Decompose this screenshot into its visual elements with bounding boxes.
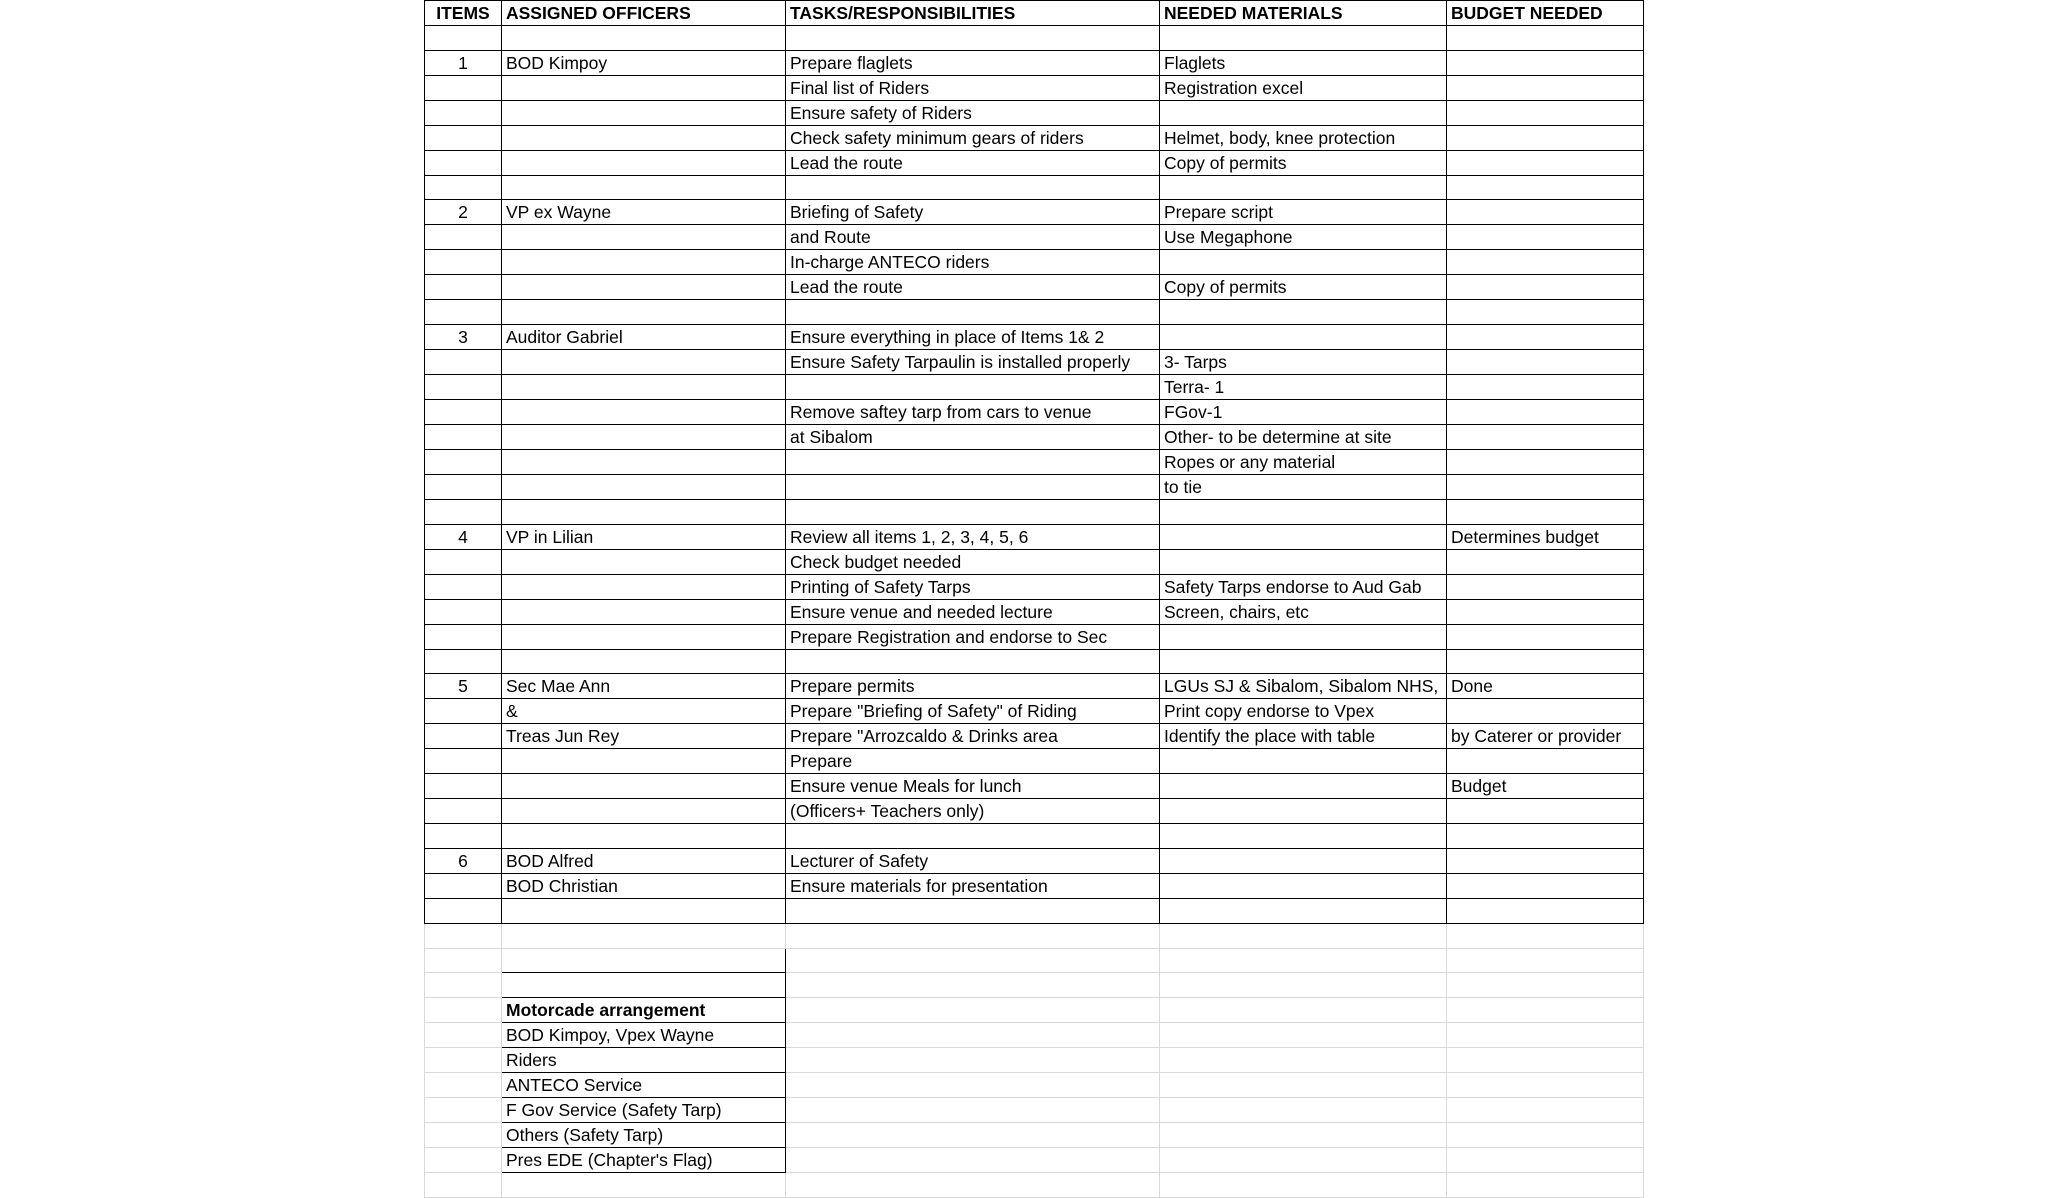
items-cell[interactable] bbox=[425, 175, 502, 200]
needed-materials-cell[interactable] bbox=[1160, 300, 1447, 325]
assigned-officers-cell[interactable]: BOD Kimpoy bbox=[502, 50, 786, 75]
empty-cell[interactable] bbox=[1160, 997, 1447, 1022]
needed-materials-cell[interactable] bbox=[1160, 549, 1447, 574]
empty-cell[interactable] bbox=[1447, 1122, 1644, 1147]
grid-row bbox=[425, 1147, 1644, 1172]
table-row bbox=[425, 649, 1644, 674]
budget-needed-cell[interactable]: Determines budget bbox=[1447, 524, 1644, 549]
empty-cell[interactable] bbox=[1447, 997, 1644, 1022]
tasks-cell[interactable]: Final list of Riders bbox=[786, 75, 1160, 100]
needed-materials-cell[interactable]: Registration excel bbox=[1160, 75, 1447, 100]
table-row bbox=[425, 150, 1644, 175]
motorcade-item[interactable]: Riders bbox=[502, 1047, 786, 1072]
items-cell[interactable] bbox=[425, 225, 502, 250]
budget-needed-cell[interactable] bbox=[1447, 250, 1644, 275]
grid-row bbox=[425, 997, 1644, 1022]
assigned-officers-cell[interactable] bbox=[502, 275, 786, 300]
table-row bbox=[425, 500, 1644, 525]
items-cell[interactable]: 6 bbox=[425, 849, 502, 874]
tasks-cell[interactable]: Ensure materials for presentation bbox=[786, 874, 1160, 899]
tasks-cell[interactable] bbox=[786, 649, 1160, 674]
empty-cell[interactable] bbox=[786, 1122, 1160, 1147]
assigned-officers-cell[interactable] bbox=[502, 624, 786, 649]
empty-cell[interactable] bbox=[786, 973, 1160, 998]
budget-needed-cell[interactable] bbox=[1447, 649, 1644, 674]
empty-cell[interactable] bbox=[1160, 973, 1447, 998]
empty-cell[interactable] bbox=[1160, 1097, 1447, 1122]
tasks-cell[interactable]: Prepare "Briefing of Safety" of Riding bbox=[786, 699, 1160, 724]
assigned-officers-cell[interactable] bbox=[502, 799, 786, 824]
motorcade-item[interactable]: Others (Safety Tarp) bbox=[502, 1122, 786, 1147]
needed-materials-cell[interactable]: FGov-1 bbox=[1160, 400, 1447, 425]
items-cell[interactable] bbox=[425, 475, 502, 500]
empty-cell[interactable] bbox=[425, 1172, 502, 1197]
motorcade-item[interactable]: ANTECO Service bbox=[502, 1072, 786, 1097]
budget-needed-cell[interactable] bbox=[1447, 799, 1644, 824]
assigned-officers-cell[interactable] bbox=[502, 400, 786, 425]
tasks-cell[interactable]: Ensure safety of Riders bbox=[786, 100, 1160, 125]
empty-cell[interactable] bbox=[1160, 1022, 1447, 1047]
empty-cell[interactable] bbox=[786, 1172, 1160, 1197]
table-row bbox=[425, 749, 1644, 774]
items-cell[interactable] bbox=[425, 26, 502, 51]
assigned-officers-cell[interactable] bbox=[502, 450, 786, 475]
needed-materials-cell[interactable] bbox=[1160, 250, 1447, 275]
tasks-cell[interactable] bbox=[786, 824, 1160, 849]
table-row bbox=[425, 350, 1644, 375]
empty-cell[interactable] bbox=[1160, 1072, 1447, 1097]
empty-cell[interactable] bbox=[786, 923, 1160, 948]
table-row bbox=[425, 849, 1644, 874]
budget-needed-cell[interactable] bbox=[1447, 275, 1644, 300]
tasks-cell[interactable]: Lecturer of Safety bbox=[786, 849, 1160, 874]
table-row bbox=[425, 100, 1644, 125]
empty-cell[interactable] bbox=[425, 1147, 502, 1172]
empty-cell[interactable] bbox=[1447, 1147, 1644, 1172]
assigned-officers-cell[interactable]: VP in Lilian bbox=[502, 524, 786, 549]
assigned-officers-cell[interactable] bbox=[502, 475, 786, 500]
items-cell[interactable] bbox=[425, 749, 502, 774]
needed-materials-cell[interactable]: Helmet, body, knee protection bbox=[1160, 125, 1447, 150]
tasks-cell[interactable]: Prepare permits bbox=[786, 674, 1160, 699]
empty-cell[interactable] bbox=[425, 948, 502, 973]
table-row bbox=[425, 225, 1644, 250]
needed-materials-cell[interactable] bbox=[1160, 26, 1447, 51]
budget-needed-cell[interactable] bbox=[1447, 599, 1644, 624]
budget-needed-cell[interactable] bbox=[1447, 225, 1644, 250]
assigned-officers-cell[interactable]: Sec Mae Ann bbox=[502, 674, 786, 699]
items-cell[interactable] bbox=[425, 100, 502, 125]
needed-materials-cell[interactable] bbox=[1160, 500, 1447, 525]
empty-cell[interactable] bbox=[502, 923, 786, 948]
empty-cell[interactable] bbox=[1447, 948, 1644, 973]
items-cell[interactable] bbox=[425, 874, 502, 899]
tasks-cell[interactable] bbox=[786, 300, 1160, 325]
table-row bbox=[425, 674, 1644, 699]
empty-cell[interactable] bbox=[1447, 973, 1644, 998]
grid-row bbox=[425, 923, 1644, 948]
budget-needed-cell[interactable]: by Caterer or provider bbox=[1447, 724, 1644, 749]
items-cell[interactable] bbox=[425, 425, 502, 450]
table-row bbox=[425, 400, 1644, 425]
column-header[interactable]: ASSIGNED OFFICERS bbox=[502, 1, 786, 26]
empty-cell[interactable] bbox=[1160, 1047, 1447, 1072]
tasks-cell[interactable] bbox=[786, 26, 1160, 51]
assigned-officers-cell[interactable] bbox=[502, 300, 786, 325]
empty-cell[interactable] bbox=[425, 923, 502, 948]
tasks-cell[interactable] bbox=[786, 375, 1160, 400]
budget-needed-cell[interactable] bbox=[1447, 75, 1644, 100]
budget-needed-cell[interactable] bbox=[1447, 375, 1644, 400]
column-header[interactable]: TASKS/RESPONSIBILITIES bbox=[786, 1, 1160, 26]
assigned-officers-cell[interactable]: & bbox=[502, 699, 786, 724]
tasks-cell[interactable]: Ensure venue and needed lecture bbox=[786, 599, 1160, 624]
items-cell[interactable] bbox=[425, 250, 502, 275]
needed-materials-cell[interactable]: Other- to be determine at site bbox=[1160, 425, 1447, 450]
table-row bbox=[425, 26, 1644, 51]
tasks-cell[interactable]: In-charge ANTECO riders bbox=[786, 250, 1160, 275]
assigned-officers-cell[interactable] bbox=[502, 350, 786, 375]
table-row bbox=[425, 275, 1644, 300]
table-row bbox=[425, 375, 1644, 400]
needed-materials-cell[interactable]: Copy of permits bbox=[1160, 275, 1447, 300]
empty-cell[interactable] bbox=[1160, 948, 1447, 973]
assigned-officers-cell[interactable] bbox=[502, 599, 786, 624]
needed-materials-cell[interactable] bbox=[1160, 799, 1447, 824]
table-row bbox=[425, 824, 1644, 849]
assigned-officers-cell[interactable] bbox=[502, 150, 786, 175]
grid-row bbox=[425, 973, 1644, 998]
items-cell[interactable]: 5 bbox=[425, 674, 502, 699]
tasks-cell[interactable]: Prepare flaglets bbox=[786, 50, 1160, 75]
items-cell[interactable] bbox=[425, 899, 502, 924]
budget-needed-cell[interactable] bbox=[1447, 549, 1644, 574]
empty-cell[interactable] bbox=[425, 997, 502, 1022]
items-cell[interactable] bbox=[425, 75, 502, 100]
needed-materials-cell[interactable] bbox=[1160, 749, 1447, 774]
tasks-cell[interactable] bbox=[786, 899, 1160, 924]
assigned-officers-cell[interactable] bbox=[502, 500, 786, 525]
grid-row bbox=[425, 948, 1644, 973]
items-cell[interactable] bbox=[425, 275, 502, 300]
motorcade-title[interactable]: Motorcade arrangement bbox=[502, 997, 786, 1022]
items-cell[interactable] bbox=[425, 549, 502, 574]
tasks-cell[interactable]: (Officers+ Teachers only) bbox=[786, 799, 1160, 824]
tasks-cell[interactable] bbox=[786, 175, 1160, 200]
budget-needed-cell[interactable] bbox=[1447, 699, 1644, 724]
empty-cell[interactable] bbox=[786, 1022, 1160, 1047]
empty-cell[interactable] bbox=[425, 1072, 502, 1097]
budget-needed-cell[interactable] bbox=[1447, 624, 1644, 649]
budget-needed-cell[interactable] bbox=[1447, 300, 1644, 325]
assigned-officers-cell[interactable] bbox=[502, 824, 786, 849]
empty-cell[interactable] bbox=[425, 1122, 502, 1147]
table-row bbox=[425, 175, 1644, 200]
motorcade-item[interactable]: Pres EDE (Chapter's Flag) bbox=[502, 1147, 786, 1172]
budget-needed-cell[interactable] bbox=[1447, 450, 1644, 475]
needed-materials-cell[interactable]: Terra- 1 bbox=[1160, 375, 1447, 400]
table-row bbox=[425, 549, 1644, 574]
needed-materials-cell[interactable]: Identify the place with table bbox=[1160, 724, 1447, 749]
budget-needed-cell[interactable] bbox=[1447, 500, 1644, 525]
empty-cell[interactable] bbox=[1160, 923, 1447, 948]
table-row bbox=[425, 899, 1644, 924]
table-row bbox=[425, 524, 1644, 549]
items-cell[interactable] bbox=[425, 375, 502, 400]
budget-needed-cell[interactable] bbox=[1447, 325, 1644, 350]
items-cell[interactable] bbox=[425, 824, 502, 849]
budget-needed-cell[interactable] bbox=[1447, 849, 1644, 874]
budget-needed-cell[interactable] bbox=[1447, 26, 1644, 51]
empty-cell[interactable] bbox=[786, 1072, 1160, 1097]
items-cell[interactable] bbox=[425, 699, 502, 724]
tasks-cell[interactable]: Review all items 1, 2, 3, 4, 5, 6 bbox=[786, 524, 1160, 549]
column-header[interactable]: ITEMS bbox=[425, 1, 502, 26]
assigned-officers-cell[interactable] bbox=[502, 26, 786, 51]
needed-materials-cell[interactable]: Use Megaphone bbox=[1160, 225, 1447, 250]
table-row bbox=[425, 774, 1644, 799]
tasks-cell[interactable]: Prepare "Arrozcaldo & Drinks area bbox=[786, 724, 1160, 749]
items-cell[interactable] bbox=[425, 724, 502, 749]
grid-row bbox=[425, 1122, 1644, 1147]
needed-materials-cell[interactable] bbox=[1160, 874, 1447, 899]
assigned-officers-cell[interactable] bbox=[502, 899, 786, 924]
tasks-cell[interactable]: Lead the route bbox=[786, 150, 1160, 175]
needed-materials-cell[interactable]: Ropes or any material bbox=[1160, 450, 1447, 475]
table-row bbox=[425, 799, 1644, 824]
grid-row bbox=[425, 1022, 1644, 1047]
assigned-officers-cell[interactable]: BOD Christian bbox=[502, 874, 786, 899]
budget-needed-cell[interactable] bbox=[1447, 400, 1644, 425]
assigned-officers-cell[interactable] bbox=[502, 549, 786, 574]
needed-materials-cell[interactable]: to tie bbox=[1160, 475, 1447, 500]
budget-needed-cell[interactable] bbox=[1447, 100, 1644, 125]
tasks-cell[interactable]: Ensure venue Meals for lunch bbox=[786, 774, 1160, 799]
needed-materials-cell[interactable]: Safety Tarps endorse to Aud Gab bbox=[1160, 574, 1447, 599]
items-cell[interactable]: 2 bbox=[425, 200, 502, 225]
assigned-officers-cell[interactable] bbox=[502, 100, 786, 125]
empty-cell[interactable] bbox=[425, 1097, 502, 1122]
budget-needed-cell[interactable] bbox=[1447, 175, 1644, 200]
needed-materials-cell[interactable]: Print copy endorse to Vpex bbox=[1160, 699, 1447, 724]
assigned-officers-cell[interactable]: Treas Jun Rey bbox=[502, 724, 786, 749]
table-row bbox=[425, 125, 1644, 150]
empty-cell[interactable] bbox=[786, 1097, 1160, 1122]
empty-cell[interactable] bbox=[425, 973, 502, 998]
motorcade-item[interactable]: F Gov Service (Safety Tarp) bbox=[502, 1097, 786, 1122]
header-row bbox=[425, 1, 1644, 26]
items-cell[interactable] bbox=[425, 649, 502, 674]
assigned-officers-cell[interactable] bbox=[502, 125, 786, 150]
items-cell[interactable] bbox=[425, 125, 502, 150]
empty-cell[interactable] bbox=[786, 1047, 1160, 1072]
grid-row bbox=[425, 1047, 1644, 1072]
needed-materials-cell[interactable] bbox=[1160, 325, 1447, 350]
tasks-cell[interactable] bbox=[786, 475, 1160, 500]
table-row bbox=[425, 425, 1644, 450]
items-cell[interactable] bbox=[425, 400, 502, 425]
items-cell[interactable] bbox=[425, 624, 502, 649]
table-row bbox=[425, 325, 1644, 350]
assigned-officers-cell[interactable] bbox=[502, 250, 786, 275]
tasks-cell[interactable]: Printing of Safety Tarps bbox=[786, 574, 1160, 599]
tasks-cell[interactable]: Lead the route bbox=[786, 275, 1160, 300]
empty-cell[interactable] bbox=[1447, 923, 1644, 948]
tasks-cell[interactable]: Ensure Safety Tarpaulin is installed properly bbox=[786, 350, 1160, 375]
tasks-cell[interactable]: Remove saftey tarp from cars to venue bbox=[786, 400, 1160, 425]
tasks-cell[interactable]: Prepare Registration and endorse to Sec bbox=[786, 624, 1160, 649]
empty-cell[interactable] bbox=[1447, 1022, 1644, 1047]
items-cell[interactable] bbox=[425, 300, 502, 325]
column-header[interactable]: BUDGET NEEDED bbox=[1447, 1, 1644, 26]
budget-needed-cell[interactable]: Budget bbox=[1447, 774, 1644, 799]
assigned-officers-cell[interactable] bbox=[502, 574, 786, 599]
grid-row bbox=[425, 1172, 1644, 1197]
empty-cell[interactable] bbox=[1447, 1072, 1644, 1097]
needed-materials-cell[interactable] bbox=[1160, 849, 1447, 874]
motorcade-item[interactable] bbox=[502, 948, 786, 973]
table-row bbox=[425, 75, 1644, 100]
grid-row bbox=[425, 1072, 1644, 1097]
assigned-officers-cell[interactable] bbox=[502, 375, 786, 400]
spreadsheet-table bbox=[424, 0, 1644, 1198]
budget-needed-cell[interactable] bbox=[1447, 874, 1644, 899]
grid-row bbox=[425, 1097, 1644, 1122]
items-cell[interactable] bbox=[425, 599, 502, 624]
needed-materials-cell[interactable] bbox=[1160, 774, 1447, 799]
items-cell[interactable] bbox=[425, 450, 502, 475]
column-header[interactable]: NEEDED MATERIALS bbox=[1160, 1, 1447, 26]
needed-materials-cell[interactable] bbox=[1160, 824, 1447, 849]
table-row bbox=[425, 599, 1644, 624]
tasks-cell[interactable]: Ensure everything in place of Items 1& 2 bbox=[786, 325, 1160, 350]
budget-needed-cell[interactable] bbox=[1447, 425, 1644, 450]
empty-cell[interactable] bbox=[786, 997, 1160, 1022]
items-cell[interactable]: 3 bbox=[425, 325, 502, 350]
table-row bbox=[425, 450, 1644, 475]
items-cell[interactable]: 1 bbox=[425, 50, 502, 75]
empty-cell[interactable] bbox=[1447, 1097, 1644, 1122]
budget-needed-cell[interactable] bbox=[1447, 899, 1644, 924]
motorcade-item[interactable] bbox=[502, 973, 786, 998]
table-row bbox=[425, 50, 1644, 75]
needed-materials-cell[interactable]: Prepare script bbox=[1160, 200, 1447, 225]
table-row bbox=[425, 874, 1644, 899]
needed-materials-cell[interactable] bbox=[1160, 624, 1447, 649]
table-row bbox=[425, 250, 1644, 275]
assigned-officers-cell[interactable] bbox=[502, 649, 786, 674]
empty-cell[interactable] bbox=[786, 948, 1160, 973]
budget-needed-cell[interactable] bbox=[1447, 574, 1644, 599]
table-row bbox=[425, 574, 1644, 599]
needed-materials-cell[interactable]: Screen, chairs, etc bbox=[1160, 599, 1447, 624]
assigned-officers-cell[interactable] bbox=[502, 425, 786, 450]
needed-materials-cell[interactable] bbox=[1160, 524, 1447, 549]
budget-needed-cell[interactable] bbox=[1447, 150, 1644, 175]
tasks-cell[interactable]: Prepare bbox=[786, 749, 1160, 774]
needed-materials-cell[interactable] bbox=[1160, 649, 1447, 674]
empty-cell[interactable] bbox=[786, 1147, 1160, 1172]
needed-materials-cell[interactable]: LGUs SJ & Sibalom, Sibalom NHS, bbox=[1160, 674, 1447, 699]
assigned-officers-cell[interactable]: BOD Alfred bbox=[502, 849, 786, 874]
assigned-officers-cell[interactable] bbox=[502, 774, 786, 799]
budget-needed-cell[interactable] bbox=[1447, 350, 1644, 375]
empty-cell[interactable] bbox=[1447, 1172, 1644, 1197]
tasks-cell[interactable]: Check safety minimum gears of riders bbox=[786, 125, 1160, 150]
budget-needed-cell[interactable] bbox=[1447, 200, 1644, 225]
empty-cell[interactable] bbox=[1447, 1047, 1644, 1072]
budget-needed-cell[interactable] bbox=[1447, 824, 1644, 849]
empty-cell[interactable] bbox=[1160, 1122, 1447, 1147]
tasks-cell[interactable]: Briefing of Safety bbox=[786, 200, 1160, 225]
assigned-officers-cell[interactable] bbox=[502, 225, 786, 250]
assigned-officers-cell[interactable] bbox=[502, 75, 786, 100]
table-row bbox=[425, 475, 1644, 500]
table-row bbox=[425, 624, 1644, 649]
items-cell[interactable] bbox=[425, 774, 502, 799]
items-cell[interactable]: 4 bbox=[425, 524, 502, 549]
empty-cell[interactable] bbox=[1160, 1147, 1447, 1172]
budget-needed-cell[interactable] bbox=[1447, 125, 1644, 150]
empty-cell[interactable] bbox=[502, 1172, 786, 1197]
table-row bbox=[425, 699, 1644, 724]
needed-materials-cell[interactable]: Flaglets bbox=[1160, 50, 1447, 75]
needed-materials-cell[interactable]: 3- Tarps bbox=[1160, 350, 1447, 375]
assigned-officers-cell[interactable]: Auditor Gabriel bbox=[502, 325, 786, 350]
items-cell[interactable] bbox=[425, 350, 502, 375]
table-row bbox=[425, 724, 1644, 749]
needed-materials-cell[interactable] bbox=[1160, 899, 1447, 924]
needed-materials-cell[interactable] bbox=[1160, 100, 1447, 125]
tasks-cell[interactable]: at Sibalom bbox=[786, 425, 1160, 450]
assigned-officers-cell[interactable] bbox=[502, 749, 786, 774]
motorcade-item[interactable]: BOD Kimpoy, Vpex Wayne bbox=[502, 1022, 786, 1047]
table-row bbox=[425, 200, 1644, 225]
needed-materials-cell[interactable] bbox=[1160, 175, 1447, 200]
items-cell[interactable] bbox=[425, 799, 502, 824]
budget-needed-cell[interactable] bbox=[1447, 50, 1644, 75]
needed-materials-cell[interactable]: Copy of permits bbox=[1160, 150, 1447, 175]
empty-cell[interactable] bbox=[425, 1047, 502, 1072]
items-cell[interactable] bbox=[425, 574, 502, 599]
budget-needed-cell[interactable]: Done bbox=[1447, 674, 1644, 699]
table-row bbox=[425, 300, 1644, 325]
tasks-cell[interactable] bbox=[786, 450, 1160, 475]
empty-cell[interactable] bbox=[425, 1022, 502, 1047]
budget-needed-cell[interactable] bbox=[1447, 749, 1644, 774]
tasks-cell[interactable]: and Route bbox=[786, 225, 1160, 250]
tasks-cell[interactable] bbox=[786, 500, 1160, 525]
items-cell[interactable] bbox=[425, 500, 502, 525]
items-cell[interactable] bbox=[425, 150, 502, 175]
assigned-officers-cell[interactable]: VP ex Wayne bbox=[502, 200, 786, 225]
tasks-cell[interactable]: Check budget needed bbox=[786, 549, 1160, 574]
assigned-officers-cell[interactable] bbox=[502, 175, 786, 200]
empty-cell[interactable] bbox=[1160, 1172, 1447, 1197]
budget-needed-cell[interactable] bbox=[1447, 475, 1644, 500]
